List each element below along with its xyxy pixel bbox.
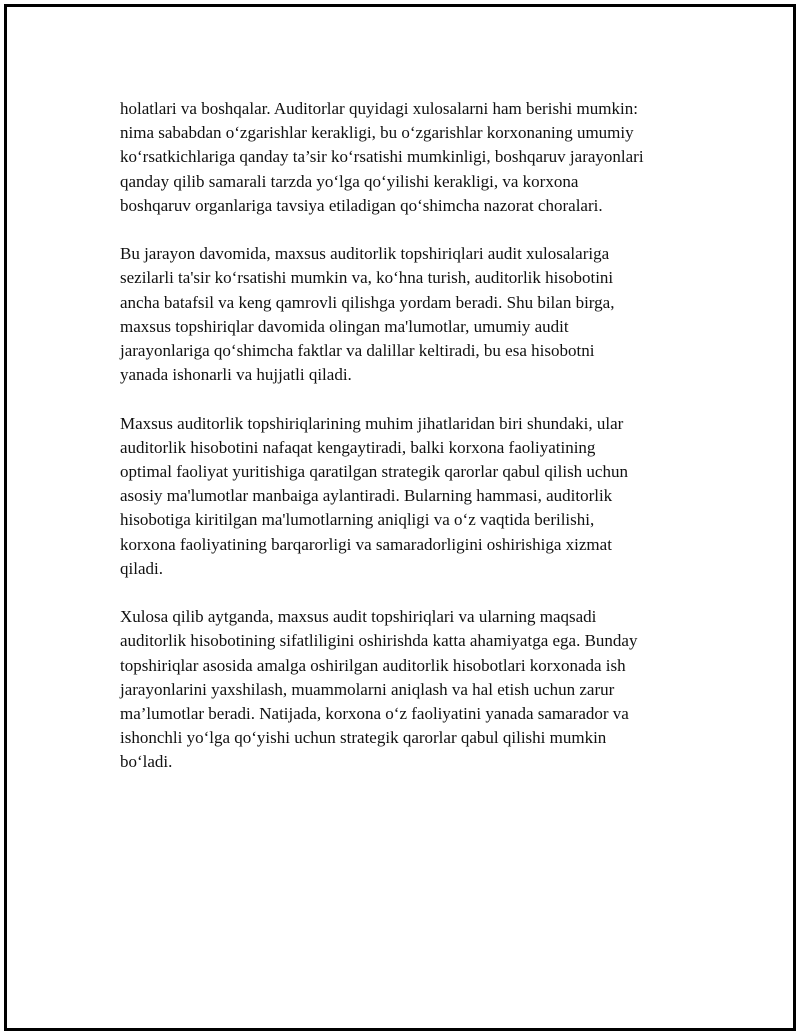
paragraph-1	[120, 97, 700, 218]
paragraph-4	[120, 605, 700, 774]
text-line: sezilarli ta'sir ko‘rsatishi mumkin va, ko‘hna turish, auditorlik hisobotini	[120, 268, 614, 288]
text-line: yanada ishonarli va hujjatli qiladi.	[120, 365, 352, 385]
text-line: Xulosa qilib aytganda, maxsus audit topshiriqlari va ularning maqsadi	[120, 607, 597, 627]
text-line: Bu jarayon davomida, maxsus auditorlik topshiriqlari audit xulosalariga	[120, 244, 610, 264]
text-line: ma’lumotlar beradi. Natijada, korxona o‘z faoliyatini yanada samarador va	[120, 704, 629, 724]
text-line: korxona faoliyatining barqarorligi va samaradorligini oshirishiga xizmat	[120, 534, 612, 554]
text-line: qiladi.	[120, 558, 163, 578]
text-line: nima sababdan o‘zgarishlar kerakligi, bu o‘zgarishlar korxonaning umumiy	[120, 123, 634, 143]
text-line: jarayonlariga qo‘shimcha faktlar va dalillar keltiradi, bu esa hisobotni	[120, 341, 595, 361]
document-body	[120, 97, 700, 799]
text-line: auditorlik hisobotini nafaqat kengaytiradi, balki korxona faoliyatining	[120, 437, 596, 457]
text-line: jarayonlarini yaxshilash, muammolarni aniqlash va hal etish uchun zarur	[120, 679, 615, 699]
text-line: Maxsus auditorlik topshiriqlarining muhim jihatlaridan biri shundaki, ular	[120, 413, 624, 433]
text-line: bo‘ladi.	[120, 752, 173, 772]
text-line: boshqaruv organlariga tavsiya etiladigan qo‘shimcha nazorat choralari.	[120, 195, 603, 215]
text-line: maxsus topshiriqlar davomida olingan ma'lumotlar, umumiy audit	[120, 316, 569, 336]
paragraph-2	[120, 242, 700, 387]
text-line: optimal faoliyat yuritishiga qaratilgan strategik qarorlar qabul qilish uchun	[120, 462, 628, 482]
text-line: ishonchli yo‘lga qo‘yishi uchun strategik qarorlar qabul qilishi mumkin	[120, 728, 607, 748]
text-line: ko‘rsatkichlariga qanday ta’sir ko‘rsatishi mumkinligi, boshqaruv jarayonlari	[120, 147, 644, 167]
text-line: topshiriqlar asosida amalga oshirilgan auditorlik hisobotlari korxonada ish	[120, 655, 626, 675]
page-border	[4, 4, 796, 1031]
text-line: ancha batafsil va keng qamrovli qilishga yordam beradi. Shu bilan birga,	[120, 292, 615, 312]
text-line: asosiy ma'lumotlar manbaiga aylantiradi. Bularning hammasi, auditorlik	[120, 486, 613, 506]
text-line: qanday qilib samarali tarzda yo‘lga qo‘yilishi kerakligi, va korxona	[120, 171, 579, 191]
text-line: hisobotiga kiritilgan ma'lumotlarning aniqligi va o‘z vaqtida berilishi,	[120, 510, 595, 530]
text-line: auditorlik hisobotining sifatliligini oshirishda katta ahamiyatga ega. Bunday	[120, 631, 638, 651]
paragraph-3	[120, 412, 700, 581]
text-line: holatlari va boshqalar. Auditorlar quyidagi xulosalarni ham berishi mumkin:	[120, 99, 638, 118]
